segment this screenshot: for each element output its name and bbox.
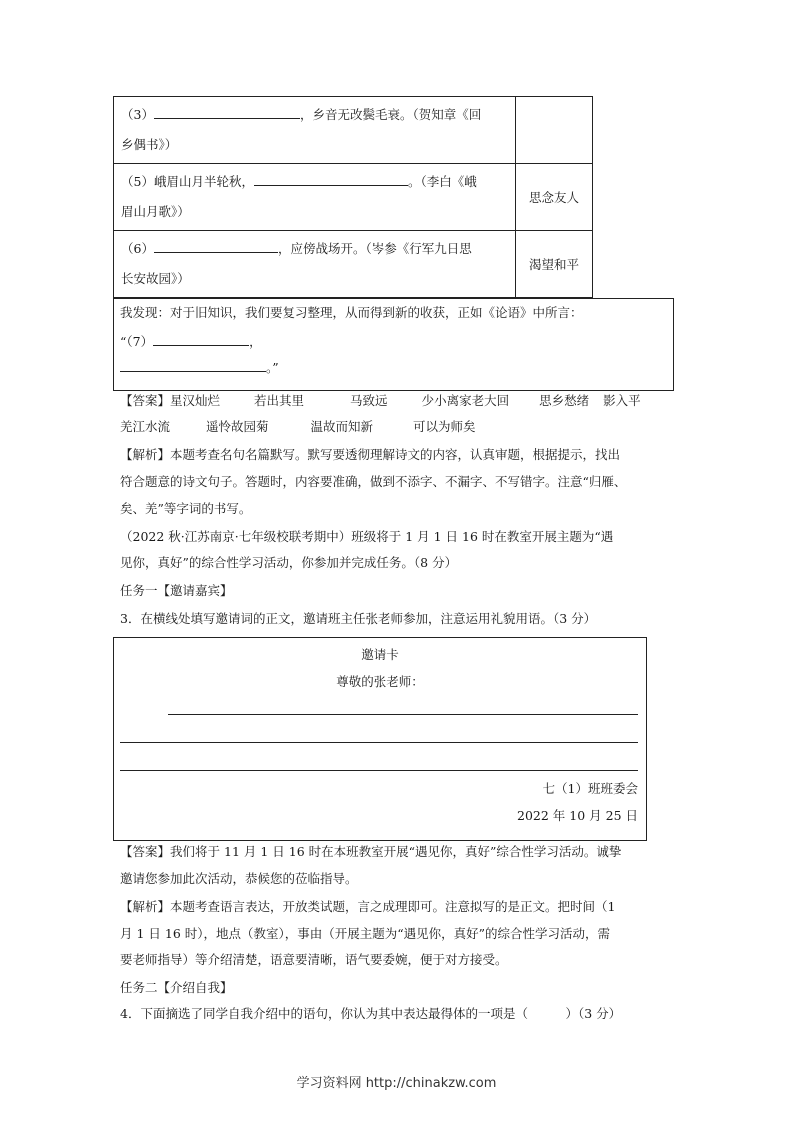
source-line: 见你，真好”的综合性学习活动，你参加并完成任务。（8 分） — [120, 555, 458, 570]
question-cell — [114, 164, 516, 231]
analysis-line: 矣、羌”等字词的书写。 — [120, 501, 252, 516]
analysis-label: 【解析】 — [120, 447, 171, 462]
answer-label: 【答案】 — [120, 844, 171, 859]
theme-cell — [516, 97, 593, 164]
answer-item: 少小离家老大回 — [421, 393, 510, 408]
question-text: 。（李白《峨 — [407, 174, 477, 189]
question-text: 眉山月歌》） — [121, 204, 190, 219]
table-row — [114, 97, 593, 164]
page-footer: 学习资料网 http://chinakzw.com — [296, 1076, 497, 1091]
task-heading: 任务一【邀请嘉宾】 — [120, 583, 233, 598]
answer-blank[interactable] — [254, 172, 408, 186]
answer-item: 若出其里 — [254, 393, 305, 408]
writing-line[interactable] — [120, 770, 638, 771]
question-prefix: （5）峨眉山月半轮秋， — [121, 174, 254, 189]
invitation-date: 2022 年 10 月 25 日 — [517, 808, 638, 823]
answer-line — [120, 392, 641, 410]
theme-cell: 渴望和平 — [516, 231, 593, 298]
discovery-prefix: “（7） — [120, 334, 154, 349]
question-text: ，乡音无改鬓毛衰。（贺知章《回 — [299, 107, 482, 122]
task-heading: 任务二【介绍自我】 — [120, 980, 233, 995]
answer-line: 邀请您参加此次活动，恭候您的莅临指导。 — [120, 871, 358, 886]
writing-line[interactable] — [168, 714, 638, 715]
writing-line[interactable] — [120, 742, 638, 743]
question-prefix: （3） — [121, 107, 154, 122]
question-text: ，应傍战场开。（岑参《行军九日思 — [277, 241, 472, 256]
answer-line — [120, 418, 476, 436]
answer-item: 可以为师矣 — [413, 419, 476, 434]
question-prefix: （6） — [121, 241, 154, 256]
answer-item: 影入平 — [603, 393, 641, 408]
answer-item: 思乡愁绪 — [539, 393, 590, 408]
question-text: 乡偶书》） — [121, 137, 178, 152]
answer-item: 遥怜故园菊 — [206, 419, 269, 434]
discovery-line — [120, 332, 262, 351]
discovery-text: 。” — [266, 360, 279, 375]
question-cell — [114, 231, 516, 298]
analysis-line: 符合题意的诗文句子。答题时，内容要准确，做到不添字、不漏字、不写错字。注意“归雁、 — [120, 474, 627, 489]
invitation-salutation: 尊敬的张老师： — [336, 674, 424, 689]
analysis-label: 【解析】 — [120, 899, 171, 914]
answer-blank[interactable] — [154, 105, 300, 119]
discovery-line: 我发现：对于旧知识，我们要复习整理，从而得到新的收获，正如《论语》中所言： — [120, 305, 583, 320]
question-text: 长安故园》） — [121, 271, 190, 286]
theme-cell: 思念友人 — [516, 164, 593, 231]
discovery-text: ， — [249, 334, 262, 349]
answer-item: 羌江水流 — [120, 419, 171, 434]
analysis-line — [120, 898, 615, 916]
analysis-line — [120, 446, 620, 464]
answer-text: 我们将于 11 月 1 日 16 时在本班教室开展“遇见你，真好”综合性学习活动。诚挚 — [170, 844, 622, 859]
question-3: 3．在横线处填写邀请词的正文，邀请班主任张老师参加，注意运用礼貌用语。（3 分） — [120, 611, 597, 626]
poem-table — [113, 96, 593, 298]
table-row — [114, 231, 593, 298]
question-4: 4．下面摘选了同学自我介绍中的语句，你认为其中表达最得体的一项是（ ）（3 分） — [120, 1006, 622, 1021]
answer-blank[interactable] — [153, 332, 249, 346]
answer-blank[interactable] — [154, 239, 278, 253]
analysis-line: 要老师指导）等介绍清楚，语意要清晰，语气要委婉，便于对方接受。 — [120, 952, 508, 967]
source-line: （2022 秋·江苏南京·七年级校联考期中）班级将于 1 月 1 日 16 时在教室开展主题为“遇 — [120, 529, 614, 544]
table-row — [114, 164, 593, 231]
answer-line — [120, 843, 621, 861]
answer-item: 星汉灿烂 — [170, 393, 221, 408]
analysis-text: 本题考查语言表达，开放类试题，言之成理即可。注意拟写的是正文。把时间（1 — [170, 899, 616, 914]
invitation-title: 邀请卡 — [361, 647, 399, 662]
answer-label: 【答案】 — [120, 393, 171, 408]
answer-item: 马致远 — [350, 393, 388, 408]
question-cell — [114, 97, 516, 164]
analysis-text: 本题考查名句名篇默写。默写要透彻理解诗文的内容，认真审题，根据提示，找出 — [170, 447, 621, 462]
invitation-signer: 七（1）班班委会 — [542, 781, 638, 796]
discovery-line — [120, 358, 279, 377]
answer-blank[interactable] — [120, 358, 266, 372]
answer-item: 温故而知新 — [310, 419, 374, 434]
analysis-line: 月 1 日 16 时），地点（教室），事由（开展主题为“遇见你，真好”的综合性学习活动，需 — [120, 926, 611, 941]
